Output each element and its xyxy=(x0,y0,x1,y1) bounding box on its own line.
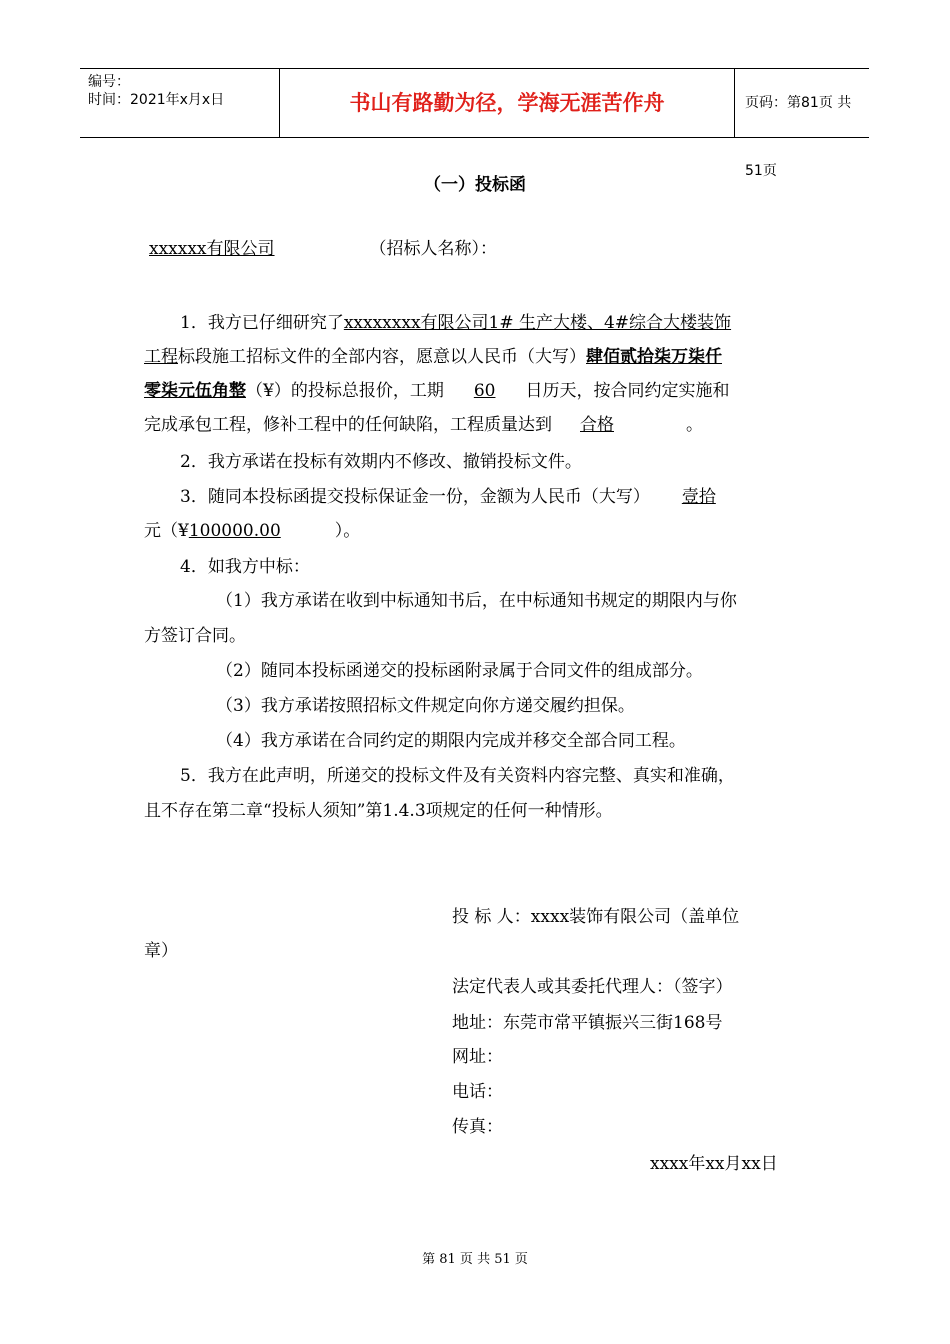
p1-text-a: 1．我方已仔细研究了 xyxy=(180,313,344,333)
recipient-name xyxy=(144,239,370,259)
paragraph-1-line-4 xyxy=(144,414,703,436)
recipient-suffix: （招标人名称）： xyxy=(369,239,498,259)
clause-4-1-line-2: 方签订合同。 xyxy=(144,626,246,646)
quality-value: 合格 xyxy=(580,415,614,435)
page-header xyxy=(80,68,869,179)
clause-4-1-line-1: （1）我方承诺在收到中标通知书后，在中标通知书规定的期限内与你 xyxy=(216,591,737,611)
p3-text-b: 元（¥ xyxy=(144,521,189,541)
signature-phone: 电话： xyxy=(452,1082,503,1102)
bid-amount-words-end: 零柒元伍角整 xyxy=(144,381,246,401)
paragraph-4: 4．如我方中标： xyxy=(180,557,310,577)
p1-text-e: 完成承包工程，修补工程中的任何缺陷，工程质量达到 xyxy=(144,415,552,435)
signature-fax: 传真： xyxy=(452,1117,503,1137)
bid-amount-words: 肆佰贰拾柒万柒仟 xyxy=(586,347,722,367)
recipient-name-text: xxxxxx有限公司 xyxy=(149,239,275,259)
paragraph-1-line-2 xyxy=(144,346,722,368)
duration-days: 60 xyxy=(473,381,496,401)
deposit-words-field xyxy=(650,487,716,507)
signature-bidder: 投 标 人：xxxx装饰有限公司（盖单位 xyxy=(452,907,740,927)
clause-4-4: （4）我方承诺在合同约定的期限内完成并移交全部合同工程。 xyxy=(216,731,686,751)
signature-representative: 法定代表人或其委托代理人：（签字） xyxy=(452,977,733,997)
paragraph-1-line-3 xyxy=(144,380,729,402)
signature-date: xxxx年xx月xx日 xyxy=(650,1154,778,1174)
signature-address: 地址：东莞市常平镇振兴三街168号 xyxy=(452,1013,723,1033)
clause-4-3: （3）我方承诺按照招标文件规定向你方递交履约担保。 xyxy=(216,696,635,716)
p1-text-c: （¥）的投标总报价，工期 xyxy=(246,381,444,401)
document-date-label: 时间：2021年x月x日 xyxy=(88,92,225,108)
p1-text-d: 日历天，按合同约定实施和 xyxy=(525,381,730,401)
header-motto: 书山有路勤为径，学海无涯苦作舟 xyxy=(280,69,735,137)
document-title: （一）投标函 xyxy=(424,175,526,195)
paragraph-1-line-1 xyxy=(180,312,731,334)
paragraph-3-line-2 xyxy=(144,520,360,542)
addressee-line xyxy=(144,238,497,260)
deposit-amount-field xyxy=(189,521,321,541)
paragraph-5-line-2: 且不存在第二章“投标人须知”第1.4.3项规定的任何一种情形。 xyxy=(144,801,613,821)
document-number-label: 编号： xyxy=(88,74,130,90)
duration-days-field xyxy=(444,381,526,401)
project-name: xxxxxxxx有限公司1# 生产大楼、4#综合大楼装饰 xyxy=(343,313,732,333)
quality-field xyxy=(552,415,674,435)
header-page-number: 页码：第81页 共51页 xyxy=(745,95,852,179)
signature-website: 网址： xyxy=(452,1047,503,1067)
project-name-end: 工程 xyxy=(144,347,178,367)
p1-text-f: 。 xyxy=(686,415,703,435)
paragraph-5-line-1: 5．我方在此声明，所递交的投标文件及有关资料内容完整、真实和准确， xyxy=(180,766,735,786)
p3-text-c: ）。 xyxy=(334,521,361,541)
p1-text-b: 标段施工招标文件的全部内容，愿意以人民币（大写） xyxy=(178,347,586,367)
signature-bidder-end: 章） xyxy=(144,941,178,961)
deposit-words: 壹拾 xyxy=(681,487,716,507)
page-footer: 第 81 页 共 51 页 xyxy=(422,1252,528,1267)
deposit-amount: 100000.00 xyxy=(188,521,281,541)
paragraph-3-line-1 xyxy=(180,486,716,508)
p3-text-a: 3．随同本投标函提交投标保证金一份，金额为人民币（大写） xyxy=(180,487,650,507)
header-meta xyxy=(80,69,280,137)
paragraph-2: 2．我方承诺在投标有效期内不修改、撤销投标文件。 xyxy=(180,452,582,472)
clause-4-2: （2）随同本投标函递交的投标函附录属于合同文件的组成部分。 xyxy=(216,661,703,681)
